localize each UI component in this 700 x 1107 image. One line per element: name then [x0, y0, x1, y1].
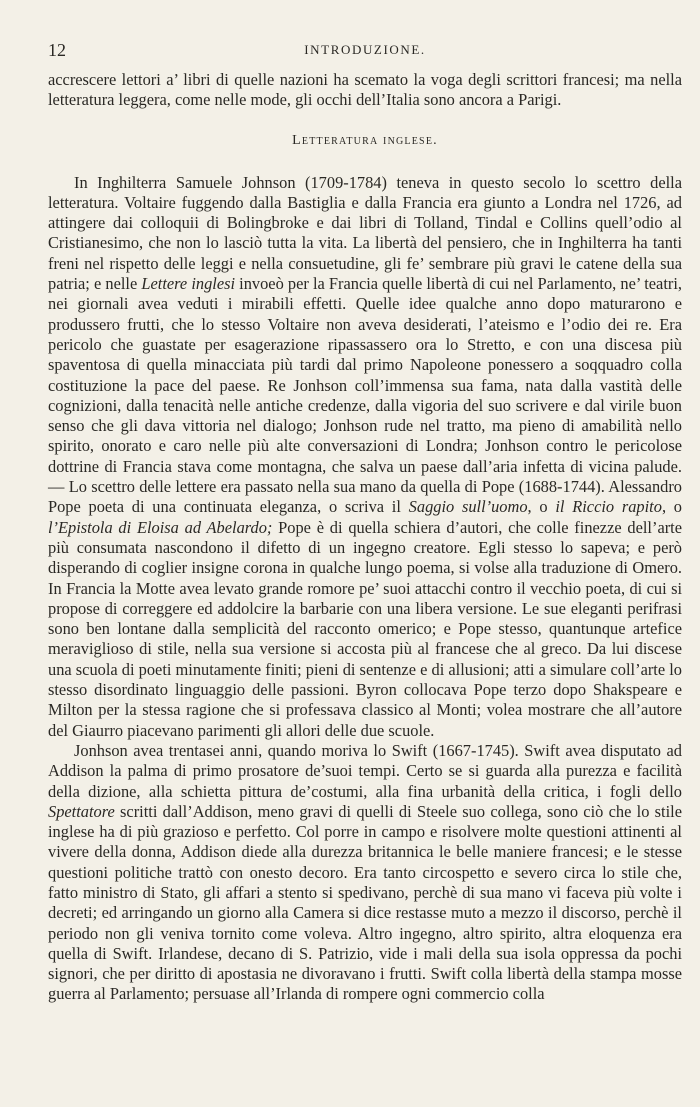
text-run: scritti dall’Addison, meno gravi di quelli di Steele suo collega, sono ciò che lo stile inglese ha di più grazioso e perfetto. Col porre in campo e risolvere molte questioni attinenti al vivere della donna, Addison diede alla durezza britannica le belle maniere francesi; e le stesse questioni politiche trattò con onesto decoro. Era tanto circospetto e severo circa lo stile che, fatto ministro di Stato, gli affari a stento si spedivano, perchè di sua mano vi faceva più volte i decreti; ed arringando un giorno alla Camera si dice restasse muto a mezzo il discorso, perchè il periodo non gli veniva tornito come voleva. Altro ingegno, altro spirito, altra eloquenza era quella di Swift. Irlandese, decano di S. Patrizio, vide i mali della sua isola oppressa da pochi signori, che per diritto di apostasia ne divoravano i frutti. Swift colla libertà della stampa mosse guerra al Parlamento; persuase all’Irlanda di rompere ogni commercio colla	[48, 801, 682, 1004]
paragraph-johnson	[48, 173, 682, 741]
text-run: Pope è di quella schiera d’autori, che colle finezze dell’arte più consumata nascondono il difetto di un ingegno creatore. Egli stesso lo sapeva; e però disperando di coglier insigne corona in qualche lungo poema, si volse alla traduzione di Omero. In Francia la Motte avea levato grande romore pe’ suoi attacchi contro il vecchio poeta, di cui si propose di correggere ed addolcire la barbarie con una libera versione. Le sue eleganti perifrasi sono ben lontane dalla semplicità del racconto omerico; e Pope stesso, quantunque artefice meraviglioso di stile, nella sua versione si accosta più al francese che al greco. Da lui discese una scuola di poeti minutamente finiti; pieni di sentenze e di allusioni; atti a simulare coll’arte lo stesso disordinato linguaggio delle passioni. Byron collocava Pope terzo dopo Shakspeare e Milton per la stessa ragione che si professava classico al Monti; volea mostrare che all’autore del Giaurro piacevano parimenti gli allori delle due scuole.	[48, 517, 683, 740]
text-run: , o	[661, 497, 682, 517]
italic-title: Saggio sull’uomo	[408, 497, 528, 517]
italic-title: il Riccio rapito	[555, 497, 662, 517]
running-title: INTRODUZIONE.	[304, 42, 426, 57]
text-run: invoeò per la Francia quelle libertà di cui nel Parlamento, ne’ teatri, nei giornali avea veduti i mirabili effetti. Quelle idee qualche anno dopo maturarono e produssero frutti, che lo stesso Voltaire non aveva desiderati, l’ateismo e l’odio dei re. Era pericolo che guastate per esagerazione ripassassero ora lo Stretto, e con una discesa più spaventosa di quella minacciata più tardi dal primo Napoleone ponessero a soqquadro colla costituzione la pace del paese. Re Jonhson coll’immensa sua fama, nata dalla vastità delle cognizioni, dalla tenacità nelle antiche credenze, dalla vigoria del suo scrivere e dal virile buon senso che gli dava vittoria nel dialogo; Jonhson rude nel tratto, ma pieno di amabilità nello spirito, onorato e caro nelle più alte conversazioni di Londra; Jonhson contro le pericolose dottrine di Francia stava come montagna, che salva un paese dall’aria infetta di vicina palude. — Lo scettro delle lettere era passato nella sua mano da quella di Pope (1688-1744). Alessandro Pope poeta di una continuata eleganza, o scriva il	[48, 274, 682, 517]
page-number: 12	[48, 40, 66, 60]
paragraph-swift	[48, 741, 682, 1005]
section-heading: Letteratura inglese.	[292, 132, 438, 148]
book-page	[48, 40, 682, 1005]
text-run: , o	[527, 497, 556, 517]
continuation-paragraph: accrescere lettori a’ libri di quelle nazioni ha scemato la voga degli scrittori francesi; ma nella letteratura leggera, come nelle mode, gli occhi dell’Italia sono ancora a Parigi.	[48, 70, 682, 110]
italic-title: Spettatore	[48, 801, 115, 821]
italic-title: Lettere inglesi	[141, 274, 236, 294]
italic-title: l’Epistola di Eloisa ad Abelardo;	[48, 517, 273, 537]
text-run: In Inghilterra Samuele Johnson (1709-1784) teneva in questo secolo lo scettro della letteratura. Voltaire fuggendo dalla Bastiglia e dalla Francia era giunto a Londra nel 1726, ad attingere dai colloquii di Bolingbroke e dai libri di Tolland, Tindal e Collins quell’odio al Cristianesimo, che non lo lasciò tutta la vita. La libertà del pensiero, che in Inghilterra ha tanti freni nel rispetto delle leggi e nella consuetudine, gli fe’ sembrare più gravi le catene della sua patria; e nelle	[48, 172, 682, 294]
running-head	[48, 40, 682, 62]
text-run: Jonhson avea trentasei anni, quando moriva lo Swift (1667-1745). Swift avea disputato ad Addison la palma di primo prosatore de’suoi tempi. Certo se si guarda alla purezza e facilità della dizione, alla schietta pittura de’costumi, alla fina urbanità della critica, i fogli dello	[48, 740, 682, 801]
